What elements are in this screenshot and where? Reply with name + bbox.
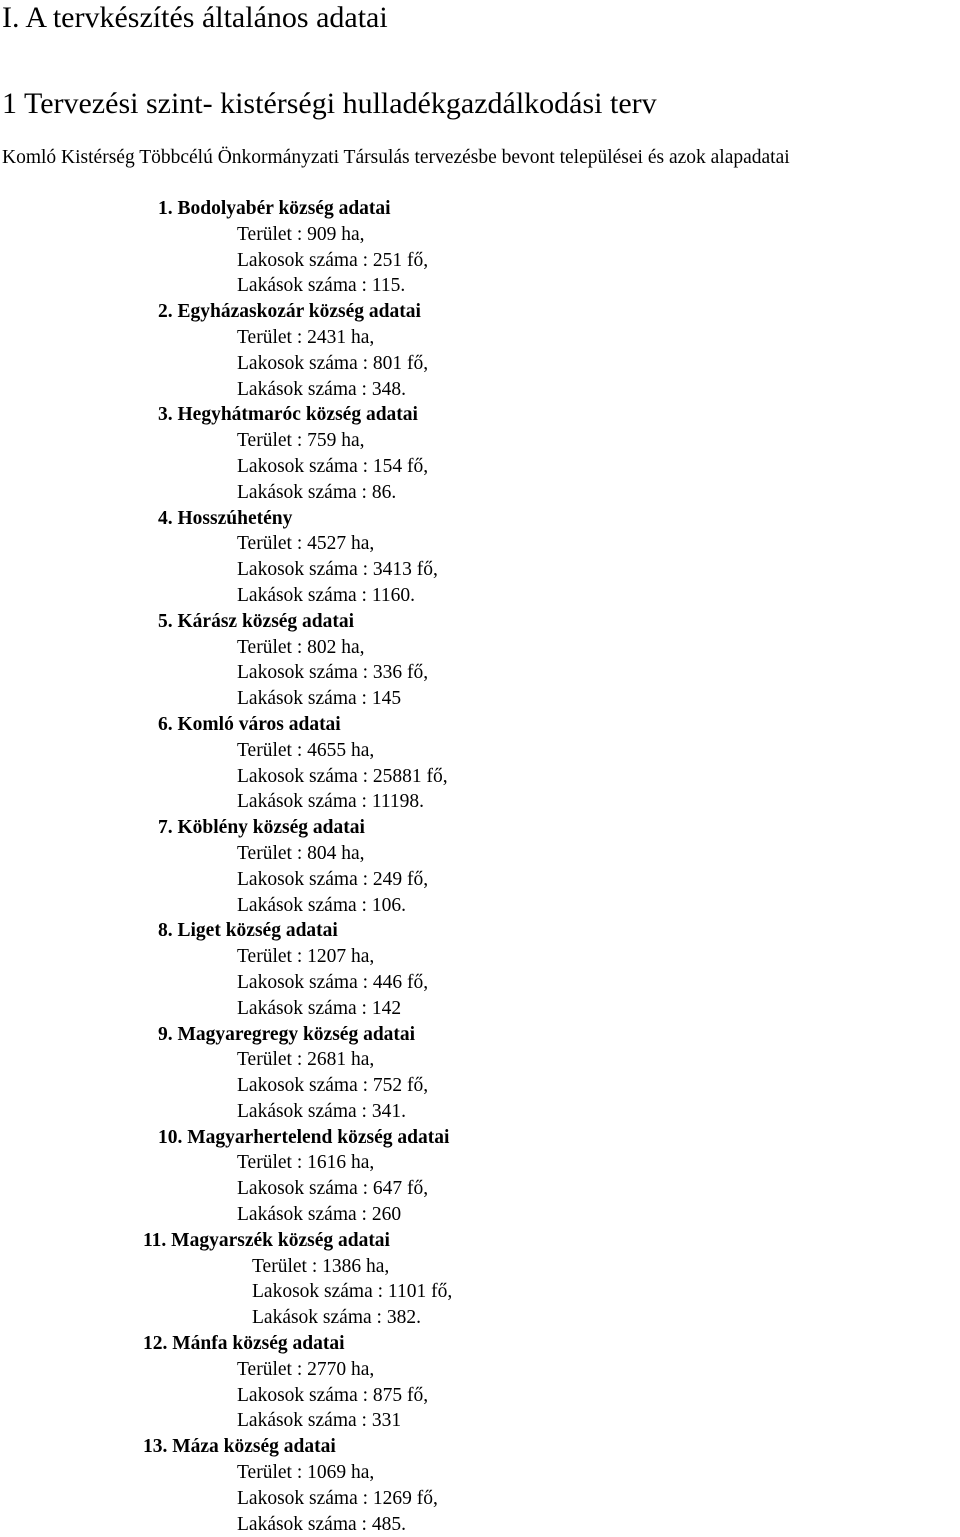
- settlement-area: Terület : 1069 ha,: [237, 1462, 375, 1484]
- settlement-population: Lakosok száma : 25881 fő,: [237, 765, 448, 787]
- settlement-area: Terület : 2770 ha,: [237, 1358, 375, 1380]
- settlement-area: Terület : 804 ha,: [237, 842, 365, 864]
- settlement-dwellings: Lakások száma : 115.: [237, 275, 406, 297]
- settlement-population: Lakosok száma : 752 fő,: [237, 1075, 429, 1097]
- settlement-area: Terület : 759 ha,: [237, 430, 365, 452]
- settlement-entry: [0, 506, 960, 609]
- settlement-population: Lakosok száma : 249 fő,: [237, 868, 429, 890]
- settlement-title: 13. Máza község adatai: [143, 1436, 336, 1458]
- settlement-title: 8. Liget község adatai: [158, 920, 338, 942]
- settlement-entry: [0, 299, 960, 402]
- settlement-population: Lakosok száma : 1269 fő,: [237, 1487, 438, 1509]
- settlement-dwellings: Lakások száma : 86.: [237, 481, 397, 503]
- settlement-area: Terület : 4527 ha,: [237, 533, 375, 555]
- settlement-title: 3. Hegyhátmaróc község adatai: [158, 404, 418, 426]
- settlement-entry: [0, 402, 960, 505]
- settlement-entry: [0, 1022, 960, 1125]
- settlement-population: Lakosok száma : 154 fő,: [237, 455, 429, 477]
- settlement-title: 6. Komló város adatai: [158, 713, 341, 735]
- settlement-title: 10. Magyarhertelend község adatai: [158, 1126, 450, 1148]
- settlement-entry: [0, 196, 960, 299]
- settlement-title: 11. Magyarszék község adatai: [143, 1229, 390, 1251]
- settlement-title: 4. Hosszúhetény: [158, 507, 293, 529]
- settlement-population: Lakosok száma : 875 fő,: [237, 1384, 429, 1406]
- settlement-entry: [0, 918, 960, 1021]
- settlement-dwellings: Lakások száma : 485.: [237, 1513, 406, 1535]
- page-title: I. A tervkészítés általános adatai: [2, 1, 388, 34]
- settlement-area: Terület : 1616 ha,: [237, 1152, 375, 1174]
- settlement-population: Lakosok száma : 446 fő,: [237, 971, 429, 993]
- settlement-population: Lakosok száma : 801 fő,: [237, 352, 429, 374]
- settlement-list: [0, 196, 960, 1537]
- section-title: 1 Tervezési szint- kistérségi hulladékgazdálkodási terv: [2, 87, 657, 120]
- settlement-entry: [0, 1331, 960, 1434]
- settlement-entry: [0, 815, 960, 918]
- settlement-dwellings: Lakások száma : 382.: [252, 1307, 421, 1329]
- settlement-entry: [0, 1228, 960, 1331]
- settlement-area: Terület : 2431 ha,: [237, 326, 375, 348]
- settlement-title: 2. Egyházaskozár község adatai: [158, 301, 421, 323]
- settlement-area: Terület : 909 ha,: [237, 223, 365, 245]
- settlement-dwellings: Lakások száma : 341.: [237, 1100, 406, 1122]
- settlement-population: Lakosok száma : 3413 fő,: [237, 559, 438, 581]
- settlement-population: Lakosok száma : 251 fő,: [237, 249, 429, 271]
- settlement-title: 5. Kárász község adatai: [158, 610, 355, 632]
- settlement-dwellings: Lakások száma : 11198.: [237, 791, 425, 813]
- settlement-dwellings: Lakások száma : 106.: [237, 894, 406, 916]
- settlement-title: 9. Magyaregregy község adatai: [158, 1023, 416, 1045]
- settlement-title: 12. Mánfa község adatai: [143, 1333, 345, 1355]
- settlement-entry: [0, 1434, 960, 1537]
- settlement-population: Lakosok száma : 336 fő,: [237, 662, 429, 684]
- settlement-area: Terület : 4655 ha,: [237, 739, 375, 761]
- settlement-population: Lakosok száma : 647 fő,: [237, 1178, 429, 1200]
- settlement-dwellings: Lakások száma : 331: [237, 1410, 402, 1432]
- settlement-entry: [0, 609, 960, 712]
- settlement-dwellings: Lakások száma : 142: [237, 997, 402, 1019]
- settlement-area: Terület : 2681 ha,: [237, 1049, 375, 1071]
- settlement-population: Lakosok száma : 1101 fő,: [252, 1281, 453, 1303]
- settlement-title: 1. Bodolyabér község adatai: [158, 198, 391, 219]
- settlement-dwellings: Lakások száma : 145: [237, 688, 402, 710]
- settlement-title: 7. Köblény község adatai: [158, 817, 365, 839]
- settlement-dwellings: Lakások száma : 1160.: [237, 584, 415, 606]
- settlement-entry: [0, 712, 960, 815]
- settlement-dwellings: Lakások száma : 260: [237, 1204, 402, 1226]
- settlement-area: Terület : 802 ha,: [237, 636, 365, 658]
- settlement-area: Terület : 1386 ha,: [252, 1255, 390, 1277]
- settlement-entry: [0, 1125, 960, 1228]
- settlement-dwellings: Lakások száma : 348.: [237, 378, 406, 400]
- intro-text: Komló Kistérség Többcélú Önkormányzati Társulás tervezésbe bevont települései és azok alapadatai: [2, 147, 790, 168]
- settlement-area: Terület : 1207 ha,: [237, 946, 375, 968]
